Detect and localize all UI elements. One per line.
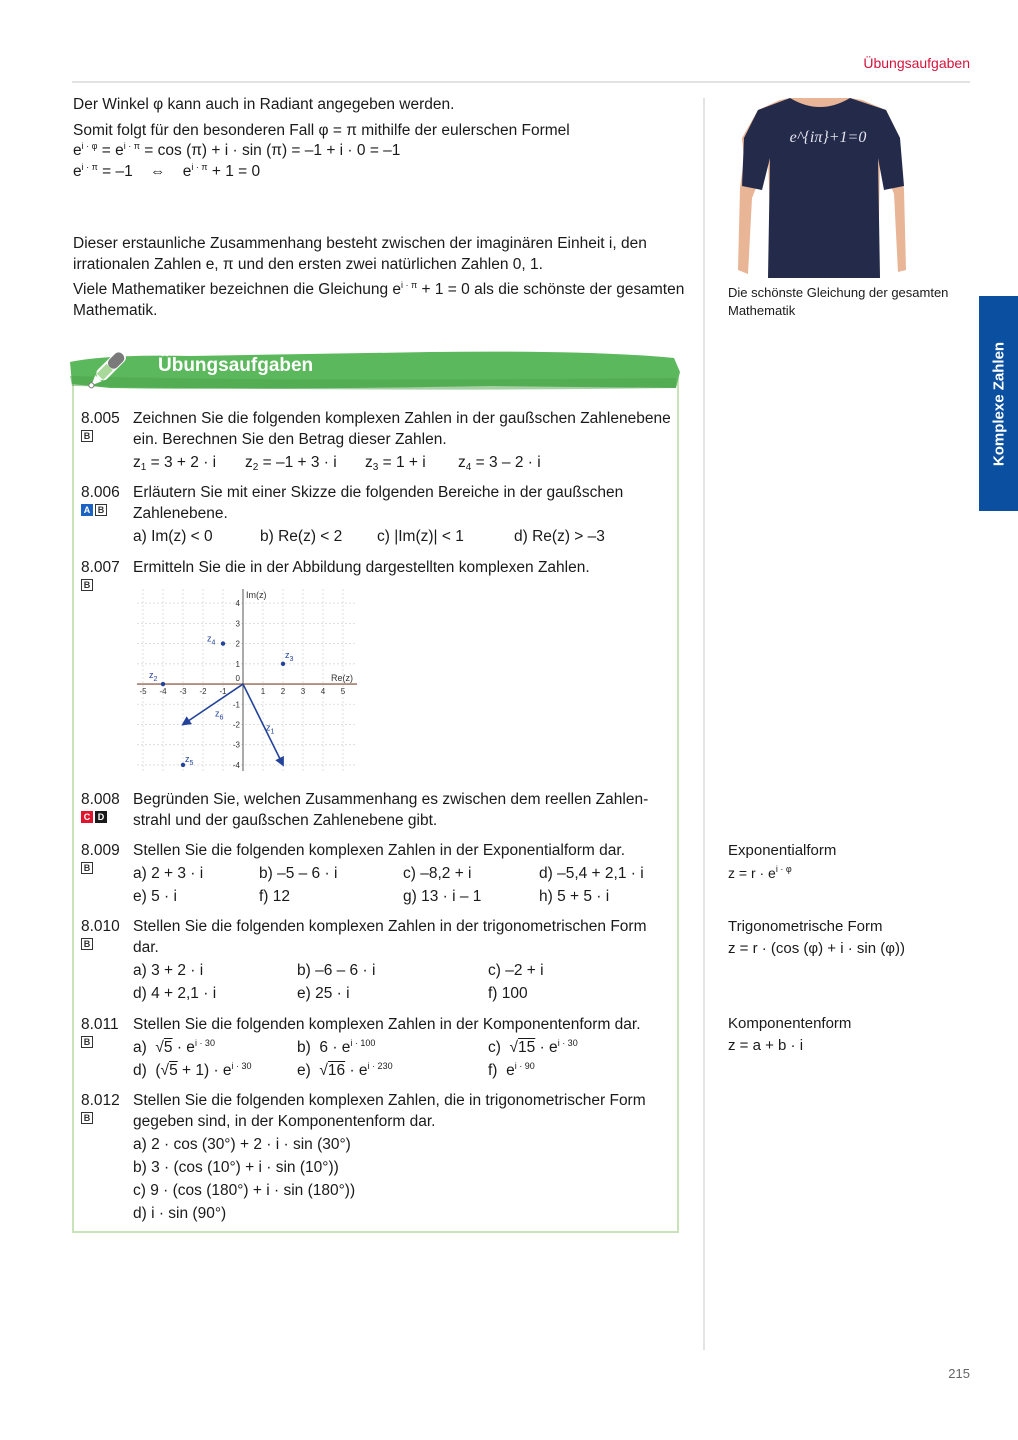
exercise-number: 8.006 [81,484,120,501]
exercise-task: Stellen Sie die folgenden komplexen Zahlen, die in trigonometrischer Form gegeben sind, in der Komponentenform dar. [133,1092,646,1130]
y-tick-label: 3 [235,619,240,629]
y-tick-label: -3 [232,740,240,750]
exercise-item: d) –5,4 + 2,1 · i [539,865,644,882]
y-tick-label: -2 [232,720,240,730]
exercise-item: b) 3 · (cos (10°) + i · sin (10°)) [133,1159,339,1176]
exercise-task: Begründen Sie, welchen Zusammenhang es zwischen dem reellen Zahlenstrahl und der gaußschen Zahlenebene gibt. [133,791,649,829]
exercise-number: 8.009 [81,842,120,859]
note-title: Trigonometrische Form [728,918,883,935]
exercise-items [133,1037,671,1058]
exercise-number: 8.012 [81,1092,120,1109]
vector-label-z6: $z_6$ [215,708,224,722]
exercise-task: Stellen Sie die folgenden komplexen Zahlen in der trigonometrischen Form dar. [133,918,647,956]
chapter-side-tab-label: Komplexe Zahlen [990,341,1007,466]
competence-badge-d: D [95,811,107,823]
shirt-formula-text: e^{iπ}+1=0 [789,129,867,146]
exercise-items [133,960,671,981]
exercise-task: Ermitteln Sie die in der Abbildung dargestellten komplexen Zahlen. [133,559,590,576]
pencil-icon [80,342,136,394]
exercise-item: a) 2 · cos (30°) + 2 · i · sin (30°) [133,1136,351,1153]
exercise-items [133,1060,671,1081]
exercise-number: 8.005 [81,410,120,427]
point-label-z5: $z_5$ [185,753,194,767]
chapter-side-tab[interactable] [979,296,1018,511]
origin-label: 0 [235,674,240,684]
exercise-items [133,886,671,907]
exercise-number: 8.011 [81,1016,119,1033]
exercise-8-012 [81,1090,671,1224]
exercise-task: Zeichnen Sie die folgenden komplexen Zahlen in der gaußschen Zahlenebene ein. Berechnen Sie den Betrag dieser Zahlen. [133,410,671,448]
y-axis-label: Im(z) [246,590,267,600]
exercise-item: e) $√16 \cdot e^{i \cdot 230}$ [297,1061,393,1079]
exercise-item: h) 5 + 5 · i [539,888,610,905]
competence-badge-b: B [81,1036,93,1048]
vector-label-z1: $z_1$ [266,722,275,736]
exercise-item: d) $(√5 + 1) \cdot e^{i \cdot 30}$ [133,1061,252,1079]
exercise-8-005 [81,408,671,473]
y-tick-label: -1 [232,700,240,710]
exercises-banner-title: Übungsaufgaben [158,355,314,376]
intro-text [73,95,693,321]
exercise-item: e) 5 · i [133,888,177,905]
note-title: Komponentenform [728,1015,852,1032]
exercise-item: d) 4 + 2,1 · i [133,985,217,1002]
exercise-item: b) $6 \cdot e^{i \cdot 100}$ [297,1038,376,1056]
x-tick-label: -2 [199,687,207,697]
section-header-label: Übungsaufgaben [863,55,970,71]
exercise-item: g) 13 · i – 1 [403,888,482,905]
exercise-task: Erläutern Sie mit einer Skizze die folgenden Bereiche in der gaußschen Zahlenebene. [133,484,624,522]
competence-badge-b: B [81,862,93,874]
intro-line-2: Somit folgt für den besonderen Fall φ = π mithilfe der eulerschen Formel [73,121,570,139]
column-divider [703,98,705,1350]
exercise-items [133,526,671,547]
exercise-item: $z_3 = 1 + i$ [365,454,426,473]
exercise-8-006 [81,482,671,547]
exercise-item: $z_1 = 3 + 2 \cdot i$ [133,454,217,473]
exercise-item: e) 25 · i [297,985,350,1002]
exercise-item: $z_4 = 3 - 2 \cdot i$ [458,454,541,473]
intro-line-1: Der Winkel φ kann auch in Radiant angegeben werden. [73,96,455,113]
competence-badge-b: B [81,579,93,591]
note-trigonometric-form [728,916,905,960]
note-title: Exponentialform [728,842,837,859]
exercise-items [133,452,671,473]
exercise-task: Stellen Sie die folgenden komplexen Zahlen in der Exponentialform dar. [133,842,626,859]
exercise-item: a) Im(z) < 0 [133,528,213,545]
exercise-items [133,983,671,1004]
competence-badge-b: B [81,1112,93,1124]
x-tick-label: -4 [159,687,167,697]
exercise-number: 8.010 [81,918,120,935]
x-tick-label: 2 [280,687,286,697]
note-formula: $z = r \cdot e^{i \cdot \varphi}$ [728,864,792,881]
x-tick-label: 1 [260,687,266,697]
point-label-z3: $z_3$ [285,649,294,663]
exercise-item: c) |Im(z)| < 1 [377,528,464,545]
exercise-item: $z_2 = -1 + 3 \cdot i$ [245,454,337,473]
intro-paragraph-2: Viele Mathematiker bezeichnen die Gleichung $e^{i \cdot \pi} + 1 = 0$ als die schönste der gesamten Mathematik. [73,280,685,319]
exercise-8-009 [81,840,671,907]
exercise-item: a) 3 + 2 · i [133,962,204,979]
exercise-task: Stellen Sie die folgenden komplexen Zahlen in der Komponentenform dar. [133,1016,641,1033]
exercise-item: d) i · sin (90°) [133,1205,227,1222]
euler-formula-2: $e^{i \cdot \pi} = -1$ ⇔ $e^{i \cdot \pi} + 1 = 0$ [73,161,261,180]
point-z4 [221,641,225,645]
x-tick-label: 4 [320,687,326,697]
exercise-item: f) 100 [488,985,528,1002]
x-tick-label: 5 [340,687,346,697]
exercise-item: a) 2 + 3 · i [133,865,204,882]
point-label-z2: $z_2$ [149,670,158,684]
x-tick-label: 3 [300,687,306,697]
competence-badge-b: B [81,938,93,950]
point-z3 [281,662,285,666]
y-tick-label: 2 [235,639,240,649]
exercise-item: c) –2 + i [488,962,544,979]
note-formula: z = r · (cos (φ) + i · sin (φ)) [728,940,905,957]
exercise-8-010 [81,916,671,1004]
exercise-item: a) $√5 \cdot e^{i \cdot 30}$ [133,1038,215,1056]
note-formula: z = a + b · i [728,1037,804,1054]
note-component-form [728,1013,851,1057]
competence-badge-b: B [95,504,107,516]
header-divider [72,81,970,83]
point-label-z4: $z_4$ [207,633,216,647]
exercise-item: c) 9 · (cos (180°) + i · sin (180°)) [133,1182,356,1199]
exercise-item: d) Re(z) > –3 [514,528,605,545]
exercise-8-007 [81,557,671,590]
exercise-8-011 [81,1014,671,1081]
competence-badge-c: C [81,811,93,823]
exercise-item: c) $√15 \cdot e^{i \cdot 30}$ [488,1038,578,1056]
x-tick-label: -5 [139,687,147,697]
exercise-item: b) –6 – 6 · i [297,962,376,979]
page-number: 215 [948,1366,970,1381]
note-exponential-form [728,840,836,884]
exercise-items [133,863,671,884]
intro-paragraph-1: Dieser erstaunliche Zusammenhang besteht zwischen der imaginären Einheit i, den irrationalen Zahlen e, π und den ersten zwei natürlichen Zahlen 0, 1. [73,235,647,273]
competence-badge-b: B [81,430,93,442]
exercise-item: f) $e^{i \cdot 90}$ [488,1061,535,1079]
euler-formula-1: $e^{i \cdot \varphi} = e^{i \cdot \pi} = \cos (\pi) + i \cdot \sin (\pi) = -1 + i \cdot 0 = -1$ [73,141,401,159]
y-tick-label: 4 [235,599,240,609]
point-z2 [161,682,165,686]
x-tick-label: -1 [219,687,227,697]
exercise-number: 8.008 [81,791,120,808]
exercise-number: 8.007 [81,559,120,576]
exercise-item: b) Re(z) < 2 [260,528,343,545]
complex-plane-plot [133,585,361,775]
image-caption: Die schönste Gleichung der gesamten Mathematik [728,285,949,318]
exercise-item: c) –8,2 + i [403,865,472,882]
x-tick-label: -3 [179,687,187,697]
y-tick-label: 1 [235,659,240,669]
exercise-item: f) 12 [259,888,291,905]
x-axis-label: Re(z) [331,673,353,684]
competence-badge-a: A [81,504,93,516]
exercise-8-008 [81,789,671,831]
exercise-item: b) –5 – 6 · i [259,865,338,882]
y-tick-label: -4 [232,760,240,770]
euler-tshirt-image [728,98,913,278]
